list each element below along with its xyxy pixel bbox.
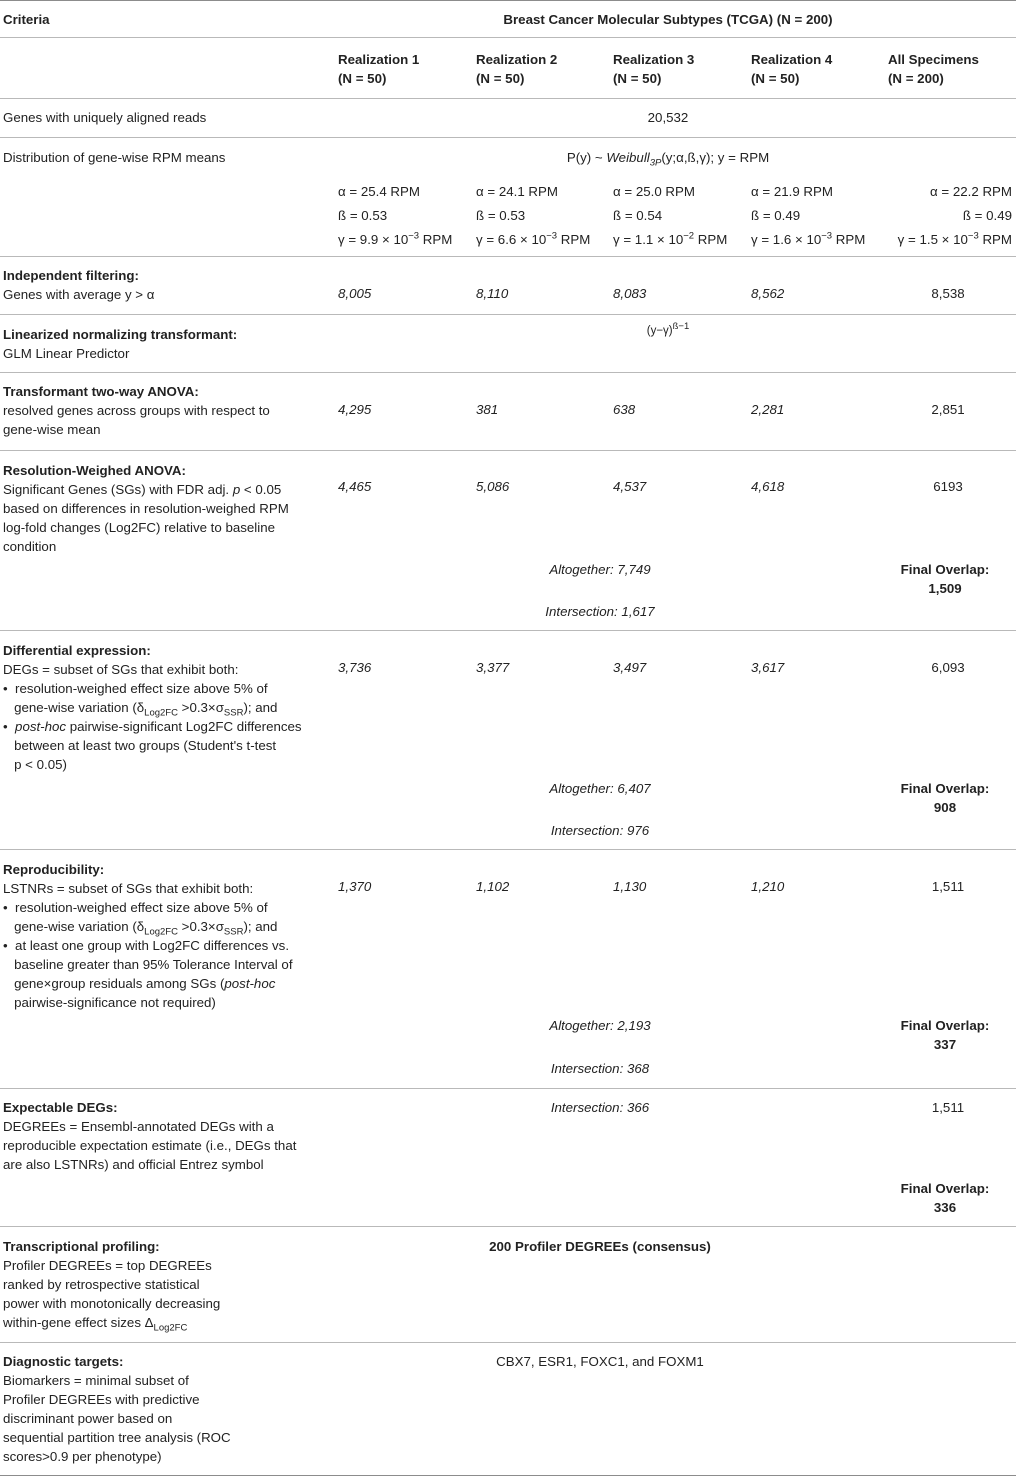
criteria-header: Criteria [3,12,50,27]
dist-formula: P(y) ~ Weibull$_{3P}$(y;α,ß,γ); y = RPM [566,150,770,169]
row-divider [0,98,1016,99]
intersection-note: Intersection: 1,617 [545,604,655,619]
biomarker-list: CBX7, ESR1, FOXC1, and FOXM1 [496,1354,704,1369]
row-divider [0,372,1016,373]
cell-value: 1,130 [613,879,647,894]
linear-formula: $(y-\gamma)^{ß-1}$ [646,321,690,337]
cell-value: 1,511 [931,879,965,894]
table-top-rule [0,0,1016,1]
row-divider [0,450,1016,451]
altogether-note: Altogether: 6,407 [549,781,651,796]
dist-params: α = 25.0 RPM ß = 0.54 $\gamma = 1.1 \times 10^{-2}$ RPM [613,184,728,247]
cell-value: 2,851 [931,402,965,417]
cell-value: 8,562 [751,286,785,301]
cell-value: 4,295 [338,402,372,417]
cell-value: 8,083 [613,286,647,301]
dt-row-label: Diagnostic targets: Biomarkers = minimal subset of Profiler DEGREEs with predictive discriminant power based on sequential partition tree analysis (ROC scores>0.9 per phenotype) [3,1354,231,1464]
cell-value: 1,102 [476,879,510,894]
cell-value: 6,093 [931,660,965,675]
row-divider [0,137,1016,138]
dist-params: α = 25.4 RPM ß = 0.53 $\gamma = 9.9 \times 10^{-3}$ RPM [338,184,453,247]
row-divider [0,1088,1016,1089]
row-divider [0,849,1016,850]
genes-row-value: 20,532 [647,110,689,125]
cell-value: 8,110 [476,286,509,301]
row-divider [0,314,1016,315]
cell-value: 4,537 [613,479,647,494]
column-header: Realization 2 (N = 50) [476,52,558,86]
cell-value: 3,736 [338,660,372,675]
rw-row-label: Resolution-Weighed ANOVA: Significant Genes (SGs) with FDR adj. p < 0.05 based on differences in resolution-weighed RPM log-fold changes (Log2FC) relative to baseline condition [3,463,289,554]
cell-value: 3,497 [613,660,647,675]
cell-value: 381 [476,402,499,417]
intersection-note: Intersection: 366 [550,1100,650,1115]
final-overlap: Final Overlap: 1,509 [900,562,990,596]
column-header: Realization 3 (N = 50) [613,52,695,86]
cell-value: 1,370 [338,879,372,894]
column-header: All Specimens (N = 200) [888,52,979,86]
genes-row-label: Genes with uniquely aligned reads [3,110,207,125]
cell-value: 3,617 [751,660,785,675]
exp-row-label: Expectable DEGs: DEGREEs = Ensembl-annotated DEGs with a reproducible expectation estimate (i.e., DEGs that are also LSTNRs) and official Entrez symbol [3,1100,297,1172]
cell-value: 5,086 [476,479,510,494]
cell-value: 4,465 [338,479,372,494]
final-overlap: Final Overlap: 336 [900,1181,990,1215]
profiler-consensus: 200 Profiler DEGREEs (consensus) [489,1239,711,1254]
cell-value: 8,538 [931,286,965,301]
anova-row-label: Transformant two-way ANOVA: resolved genes across groups with respect to gene-wise mean [3,384,270,437]
row-divider [0,630,1016,631]
dist-row-label: Distribution of gene-wise RPM means [3,150,226,165]
final-overlap: Final Overlap: 337 [900,1018,990,1052]
cell-value: 2,281 [751,402,785,417]
table-title: Breast Cancer Molecular Subtypes (TCGA) (N = 200) [503,12,833,27]
altogether-note: Altogether: 2,193 [549,1018,651,1033]
intersection-note: Intersection: 976 [550,823,650,838]
dist-params: α = 22.2 RPM ß = 0.49 $\gamma = 1.5 \times 10^{-3}$ RPM [897,184,1012,247]
cell-value: 638 [613,402,636,417]
filter-row-label: Independent filtering: Genes with average y > α [3,268,155,302]
row-divider [0,37,1016,38]
cell-value: 8,005 [338,286,372,301]
rep-row-label: Reproducibility: LSTNRs = subset of SGs that exhibit both: • resolution-weighed effect size above 5% of gene-wise variation $(\delta_{Log2FC} >0.3\times\sigma_{SSR})$; and • at least one group with Log2FC differences vs. baseline greater than 95% Tolerance Interval of gene×group residuals among SGs (post-hoc pairwise-significance not required) [3,862,293,1010]
final-overlap: Final Overlap: 908 [900,781,990,815]
table-bottom-rule [0,1475,1016,1476]
cell-value: 1,511 [931,1100,965,1115]
row-divider [0,1226,1016,1227]
cell-value: 3,377 [476,660,510,675]
dist-params: α = 24.1 RPM ß = 0.53 $\gamma = 6.6 \times 10^{-3}$ RPM [476,184,591,247]
row-divider [0,256,1016,257]
de-row-label: Differential expression: DEGs = subset of SGs that exhibit both: • resolution-weighed effect size above 5% of gene-wise variation $(\delta_{Log2FC} >0.3\times\sigma_{SSR})$; and • post-hoc pairwise-significant Log2FC differences between at least two groups (Student's t-test p < 0.05) [3,643,302,772]
intersection-note: Intersection: 368 [550,1061,650,1076]
column-header: Realization 1 (N = 50) [338,52,420,86]
cell-value: 1,210 [751,879,785,894]
row-divider [0,1342,1016,1343]
linear-row-label: Linearized normalizing transformant: GLM Linear Predictor [3,327,238,361]
cell-value: 4,618 [751,479,785,494]
dist-params: α = 21.9 RPM ß = 0.49 $\gamma = 1.6 \times 10^{-3}$ RPM [751,184,866,247]
column-header: Realization 4 (N = 50) [751,52,833,86]
altogether-note: Altogether: 7,749 [549,562,651,577]
tp-row-label: Transcriptional profiling: Profiler DEGREEs = top DEGREEs ranked by retrospective statistical power with monotonically decreasing within-gene effect sizes $\Delta_{Log2FC}$ [3,1239,221,1334]
cell-value: 6193 [933,479,963,494]
